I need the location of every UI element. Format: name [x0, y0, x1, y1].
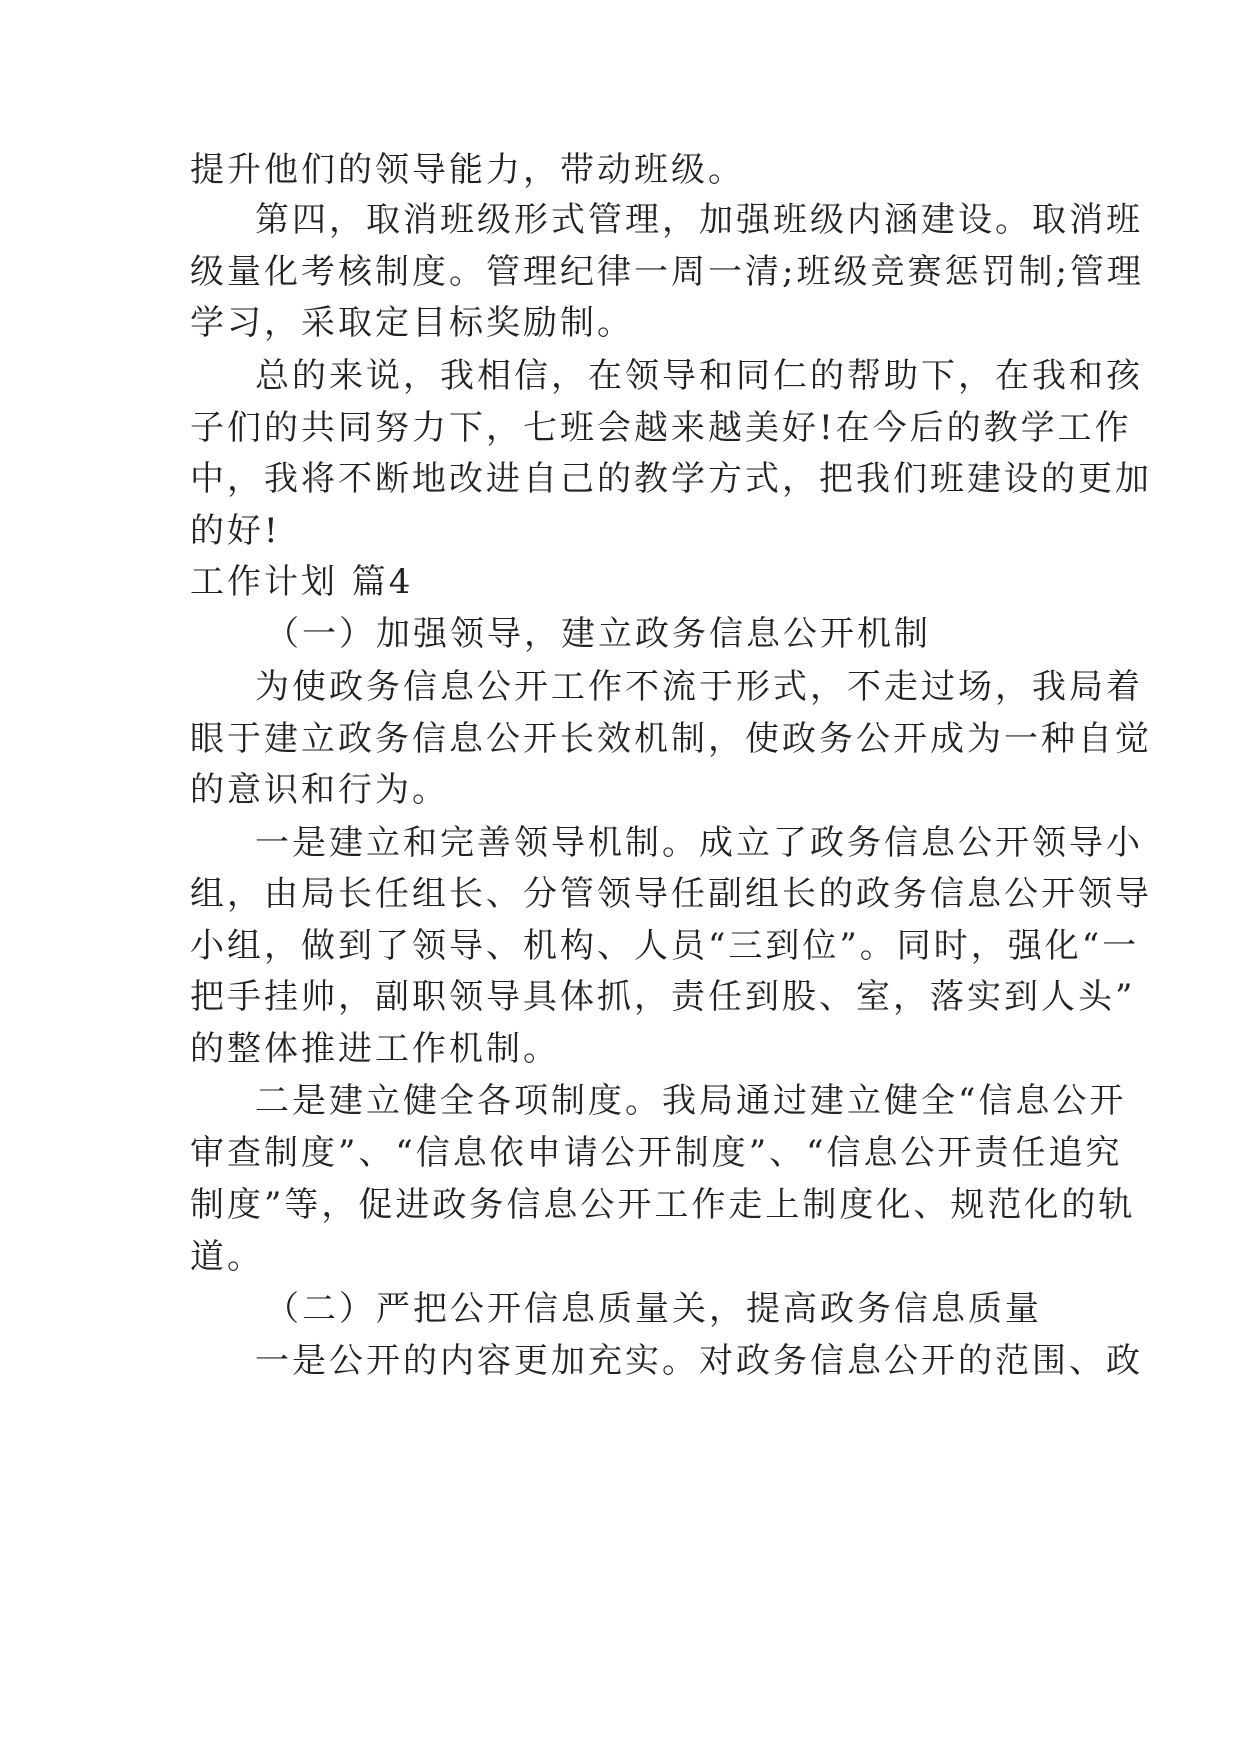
text-line: 一是公开的内容更加充实。对政务信息公开的范围、政: [255, 1341, 1143, 1381]
subsection-heading: （二）严把公开信息质量关，提高政务信息质量: [265, 1289, 1042, 1329]
section-heading: 工作计划 篇4: [190, 562, 414, 602]
subsection-heading: （一）加强领导，建立政务信息公开机制: [265, 614, 931, 654]
text-line: 总的来说，我相信，在领导和同仁的帮助下，在我和孩: [255, 356, 1143, 396]
text-line: 为使政务信息公开工作不流于形式，不走过场，我局着: [255, 667, 1143, 707]
text-line: 制度”等，促进政务信息公开工作走上制度化、规范化的轨: [190, 1185, 1136, 1225]
text-line: 小组，做到了领导、机构、人员“三到位”。同时，强化“一: [190, 926, 1140, 966]
text-line: 的意识和行为。: [190, 770, 449, 810]
text-line: 把手挂帅，副职领导具体抓，责任到股、室，落实到人头”: [190, 977, 1136, 1017]
text-line: 第四，取消班级形式管理，加强班级内涵建设。取消班: [255, 200, 1143, 240]
text-line: 级量化考核制度。管理纪律一周一清;班级竞赛惩罚制;管理: [190, 252, 1144, 292]
text-line: 的整体推进工作机制。: [190, 1029, 560, 1069]
text-line: 提升他们的领导能力，带动班级。: [190, 150, 745, 190]
text-line: 二是建立健全各项制度。我局通过建立健全“信息公开: [255, 1081, 1127, 1121]
text-line: 道。: [190, 1237, 264, 1277]
text-line: 眼于建立政务信息公开长效机制，使政务公开成为一种自觉: [190, 719, 1152, 759]
text-line: 审查制度”、“信息依申请公开制度”、“信息公开责任追究: [190, 1133, 1123, 1173]
text-line: 组，由局长任组长、分管领导任副组长的政务信息公开领导: [190, 874, 1152, 914]
text-line: 中，我将不断地改进自己的教学方式，把我们班建设的更加: [190, 459, 1152, 499]
text-line: 的好!: [190, 511, 281, 551]
text-line: 一是建立和完善领导机制。成立了政务信息公开领导小: [255, 823, 1143, 863]
text-line: 子们的共同努力下，七班会越来越美好!在今后的教学工作: [190, 408, 1132, 448]
text-line: 学习，采取定目标奖励制。: [190, 303, 634, 343]
